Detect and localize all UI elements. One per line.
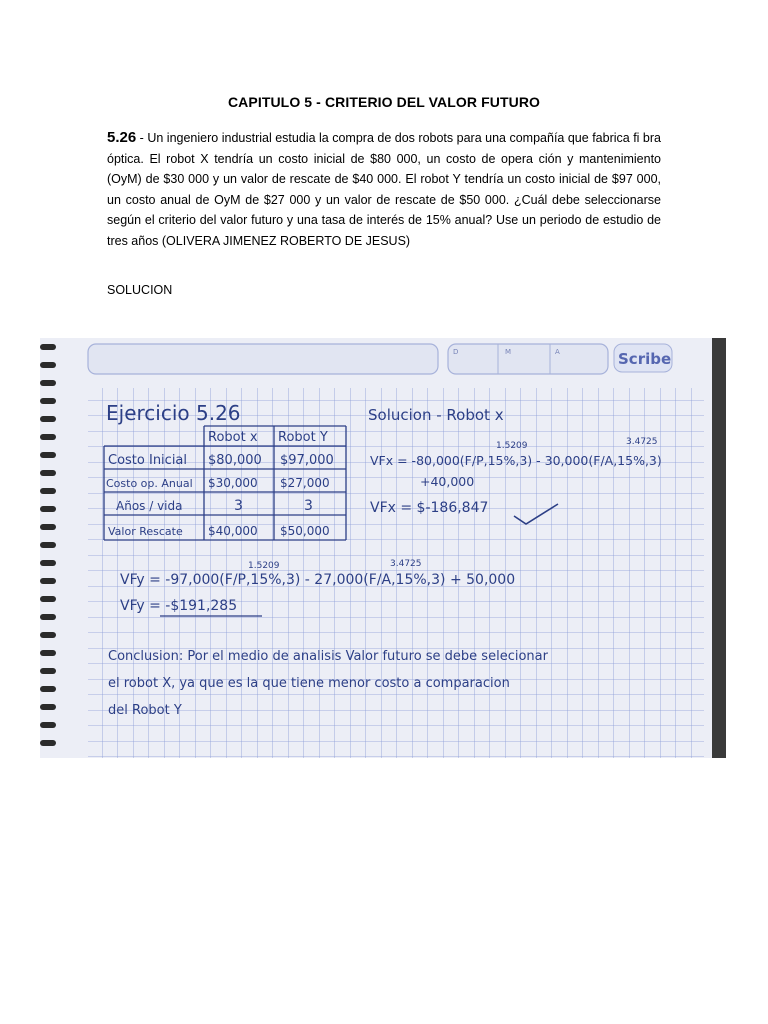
brand-logo: Scribe bbox=[618, 350, 672, 368]
header-date-box bbox=[448, 344, 608, 374]
conclusion-line-2: el robot X, ya que es la que tiene menor costo a comparacion bbox=[108, 676, 510, 691]
problem-statement bbox=[107, 128, 661, 251]
header-month-label: M bbox=[505, 348, 512, 356]
factor-fp-x: 1.5209 bbox=[496, 441, 528, 451]
table-row-label: Costo Inicial bbox=[108, 453, 188, 468]
header-title-box bbox=[88, 344, 438, 374]
vfx-equation: VFx = -80,000(F/P,15%,3) - 30,000(F/A,15%,3) bbox=[370, 453, 662, 468]
vfy-result: VFy = -$191,285 bbox=[120, 598, 238, 614]
vfx-salvage-term: +40,000 bbox=[420, 474, 475, 489]
vfy-equation: VFy = -97,000(F/P,15%,3) - 27,000(F/A,15%,3) + 50,000 bbox=[120, 572, 516, 588]
notebook-page bbox=[40, 338, 726, 758]
photo-edge bbox=[712, 338, 726, 758]
vfx-result: VFx = $-186,847 bbox=[370, 500, 489, 516]
table-cell: 3 bbox=[234, 498, 243, 514]
table-cell: $50,000 bbox=[280, 524, 330, 538]
table-cell: $80,000 bbox=[208, 453, 262, 468]
table-header-robot-x: Robot x bbox=[208, 430, 258, 445]
table-cell: 3 bbox=[304, 498, 313, 514]
conclusion-line-1: Conclusion: Por el medio de analisis Valor futuro se debe selecionar bbox=[108, 649, 548, 664]
exercise-title: Ejercicio 5.26 bbox=[106, 401, 241, 425]
table-row-label: Costo op. Anual bbox=[106, 477, 193, 490]
table-cell: $27,000 bbox=[280, 476, 330, 490]
conclusion-line-3: del Robot Y bbox=[108, 703, 182, 718]
problem-number: 5.26 bbox=[107, 129, 137, 146]
notebook-photo bbox=[40, 338, 726, 758]
table-row-label: Valor Rescate bbox=[108, 525, 183, 538]
table-row-label: Años / vida bbox=[116, 499, 183, 513]
factor-fa-x: 3.4725 bbox=[626, 437, 658, 447]
solution-label: SOLUCION bbox=[107, 283, 173, 297]
factor-fp-y: 1.5209 bbox=[248, 561, 280, 571]
page-title: CAPITULO 5 - CRITERIO DEL VALOR FUTURO bbox=[227, 94, 541, 110]
problem-text: - Un ingeniero industrial estudia la compra de dos robots para una compañía que fabrica fi bra óptica. El robot X tendría un costo inicial de $80 000, un costo de opera ción y mantenimiento (OyM) de $30 000 y un valor de rescate de $40 000. El robot Y tendría un costo inicial de $97 000, un costo anual de OyM de $27 000 y un valor de rescate de $50 000. ¿Cuál debe seleccionarse según el criterio del valor futuro y una tasa de interés de 15% anual? Use un periodo de estudio de tres años (OLIVERA JIMENEZ ROBERTO DE JESUS) bbox=[107, 131, 661, 248]
table-header-robot-y: Robot Y bbox=[278, 430, 328, 445]
table-cell: $40,000 bbox=[208, 524, 258, 538]
header-year-label: A bbox=[555, 348, 560, 356]
table-cell: $97,000 bbox=[280, 453, 334, 468]
table-cell: $30,000 bbox=[208, 476, 258, 490]
factor-fa-y: 3.4725 bbox=[390, 559, 422, 569]
solution-heading: Solucion - Robot x bbox=[368, 406, 504, 424]
header-day-label: D bbox=[453, 348, 459, 356]
